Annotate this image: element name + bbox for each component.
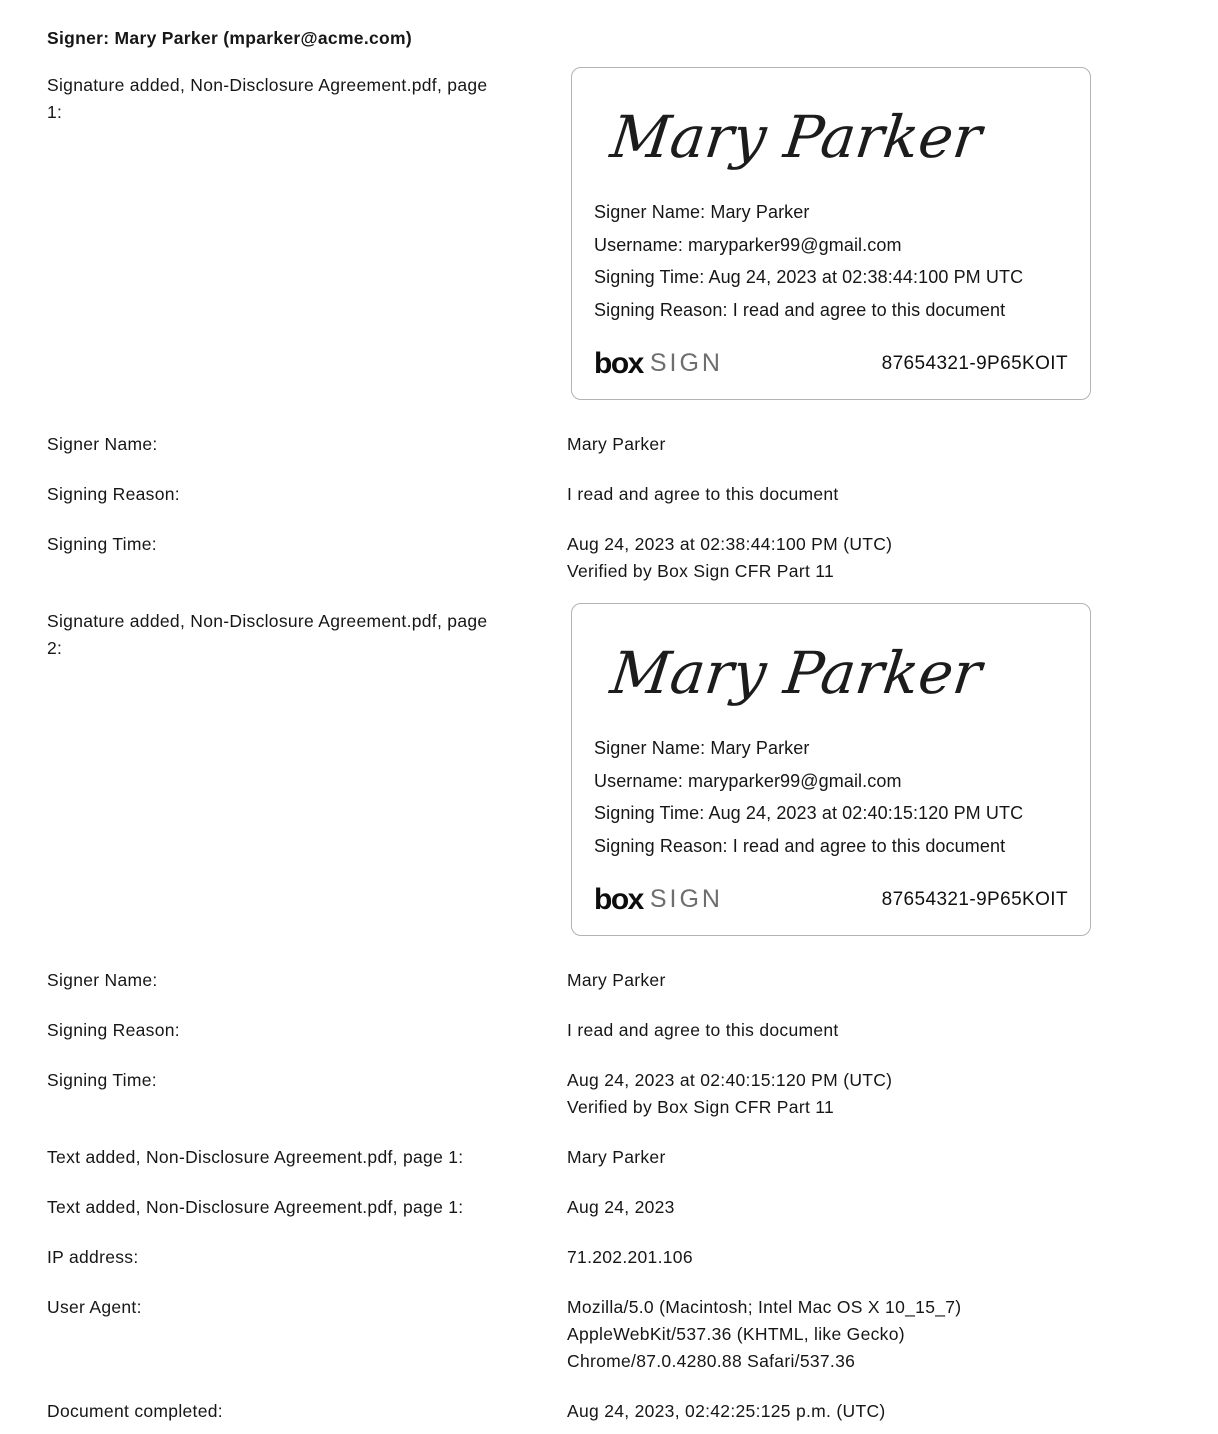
signature-reference-id: 87654321-9P65KOIT (881, 889, 1068, 910)
signing-time-value: Aug 24, 2023 at 02:40:15:120 PM (UTC) (567, 1070, 893, 1090)
detail-value: I read and agree to this document (567, 1020, 839, 1040)
event-row-ip-address (47, 1244, 1171, 1271)
event-row-document-completed (47, 1398, 1171, 1425)
card-username: Username: maryparker99@gmail.com (594, 234, 902, 255)
box-logo-text: box (594, 347, 643, 380)
card-footer (594, 347, 1068, 380)
detail-label: Signer Name: (47, 434, 158, 454)
event-row-text-added-1 (47, 1144, 1171, 1171)
card-username: Username: maryparker99@gmail.com (594, 770, 902, 791)
event-row-text-added-2 (47, 1194, 1171, 1221)
detail-label: Signer Name: (47, 970, 158, 990)
event-label: Signature added, Non-Disclosure Agreement.pdf, page 2: (47, 611, 488, 658)
row-label: Text added, Non-Disclosure Agreement.pdf, page 1: (47, 1147, 464, 1167)
signature-reference-id: 87654321-9P65KOIT (881, 353, 1068, 374)
detail-label: Signing Reason: (47, 484, 180, 504)
signature-event-row-page2 (47, 608, 1171, 936)
verification-note: Verified by Box Sign CFR Part 11 (567, 1097, 835, 1117)
card-signing-time: Signing Time: Aug 24, 2023 at 02:40:15:120 PM UTC (594, 803, 1024, 823)
row-label: User Agent: (47, 1297, 142, 1317)
event-row-user-agent (47, 1294, 1171, 1375)
detail-row-signing-time (47, 531, 1171, 585)
row-value: 71.202.201.106 (567, 1247, 693, 1267)
row-value: Mozilla/5.0 (Macintosh; Intel Mac OS X 10_15_7) AppleWebKit/537.36 (KHTML, like Gecko) Chrome/87.0.4280.88 Safari/537.36 (567, 1297, 962, 1371)
signature-script: Mary Parker (607, 103, 986, 171)
detail-value (567, 531, 1027, 585)
detail-label: Signing Time: (47, 1070, 157, 1090)
row-value: Aug 24, 2023, 02:42:25:125 p.m. (UTC) (567, 1401, 886, 1421)
card-signing-reason: Signing Reason: I read and agree to this document (594, 299, 1006, 320)
card-footer (594, 883, 1068, 916)
signature-card (571, 67, 1091, 400)
signer-header: Signer: Mary Parker (mparker@acme.com) (47, 28, 413, 48)
detail-value: Mary Parker (567, 970, 666, 990)
card-signer-name: Signer Name: Mary Parker (594, 738, 810, 758)
card-signer-name: Signer Name: Mary Parker (594, 202, 810, 222)
verification-note: Verified by Box Sign CFR Part 11 (567, 561, 835, 581)
detail-label: Signing Time: (47, 534, 157, 554)
row-value: Aug 24, 2023 (567, 1197, 675, 1217)
detail-row-signing-reason (47, 481, 1171, 508)
detail-row-signing-reason (47, 1017, 1171, 1044)
row-value: Mary Parker (567, 1147, 666, 1167)
row-label: Document completed: (47, 1401, 223, 1421)
detail-value (567, 1067, 1027, 1121)
row-label: Text added, Non-Disclosure Agreement.pdf, page 1: (47, 1197, 464, 1217)
signing-time-value: Aug 24, 2023 at 02:38:44:100 PM (UTC) (567, 534, 893, 554)
signature-card (571, 603, 1091, 936)
detail-label: Signing Reason: (47, 1020, 180, 1040)
row-label: IP address: (47, 1247, 139, 1267)
detail-row-signing-time (47, 1067, 1171, 1121)
signature-event-row-page1 (47, 72, 1171, 400)
detail-row-signer-name (47, 967, 1171, 994)
sign-logo-text: SIGN (649, 349, 723, 377)
signature-script: Mary Parker (607, 639, 986, 707)
box-sign-logo (594, 883, 723, 916)
detail-row-signer-name (47, 431, 1171, 458)
card-signing-reason: Signing Reason: I read and agree to this document (594, 835, 1006, 856)
detail-value: Mary Parker (567, 434, 666, 454)
box-sign-logo (594, 347, 723, 380)
box-logo-text: box (594, 883, 643, 916)
sign-logo-text: SIGN (649, 885, 723, 913)
card-signing-time: Signing Time: Aug 24, 2023 at 02:38:44:100 PM UTC (594, 267, 1024, 287)
detail-value: I read and agree to this document (567, 484, 839, 504)
event-label: Signature added, Non-Disclosure Agreement.pdf, page 1: (47, 75, 488, 122)
